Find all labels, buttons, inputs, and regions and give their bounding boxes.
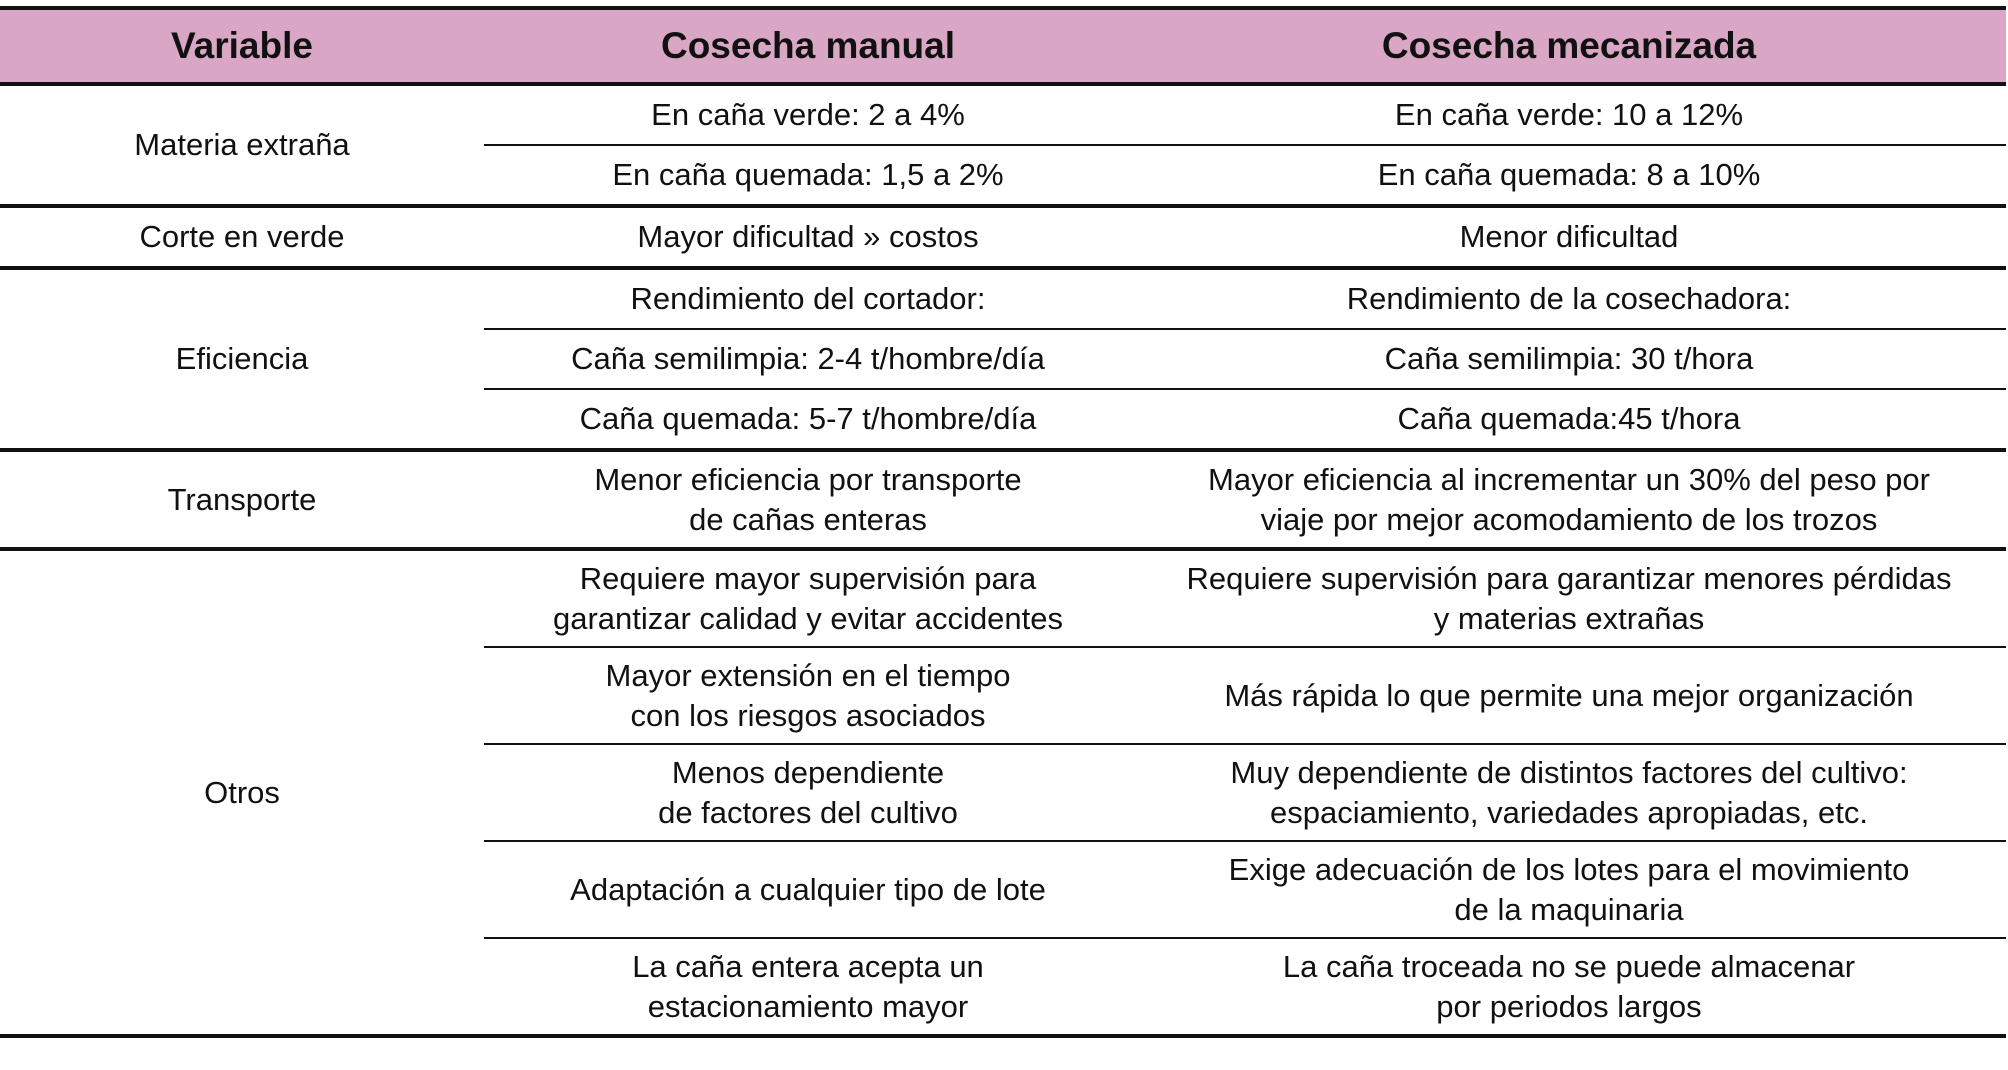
cell-line: de la maquinaria [1454, 891, 1684, 927]
variable-cell: Corte en verde [0, 206, 484, 268]
manual-cell [484, 744, 1132, 841]
table-row [0, 268, 2006, 329]
header-row [0, 8, 2006, 84]
table-row [0, 549, 2006, 647]
cell-line: La caña troceada no se puede almacenar [1282, 948, 1856, 984]
variable-cell: Otros [0, 549, 484, 1036]
cell-line: Mayor dificultad » costos [637, 219, 979, 254]
mecanizada-cell [1132, 84, 2006, 145]
cell-line: con los riesgos asociados [630, 697, 986, 733]
cell-line: Rendimiento de la cosechadora: [1346, 281, 1792, 316]
header-variable: Variable [0, 8, 484, 84]
manual-cell [484, 329, 1132, 389]
cell-line: Exige adecuación de los lotes para el movimiento [1228, 851, 1910, 887]
mecanizada-cell [1132, 549, 2006, 647]
variable-cell: Materia extraña [0, 84, 484, 206]
cell-line: Mayor extensión en el tiempo [605, 657, 1011, 693]
cell-line: de cañas enteras [689, 501, 927, 537]
mecanizada-cell [1132, 145, 2006, 206]
cell-line: por periodos largos [1436, 988, 1702, 1024]
header-manual: Cosecha manual [484, 8, 1132, 84]
comparison-table-container [0, 6, 2006, 1038]
cell-line: y materias extrañas [1433, 600, 1705, 636]
cell-line: Caña quemada: 5-7 t/hombre/día [579, 401, 1037, 436]
manual-cell [484, 389, 1132, 450]
cell-line: En caña quemada: 8 a 10% [1377, 157, 1761, 192]
cell-line: Caña quemada:45 t/hora [1397, 401, 1741, 436]
table-row [0, 450, 2006, 549]
table-row [0, 206, 2006, 268]
manual-cell [484, 206, 1132, 268]
manual-cell [484, 549, 1132, 647]
manual-cell [484, 647, 1132, 744]
cell-line: Requiere supervisión para garantizar menores pérdidas [1186, 560, 1952, 596]
cell-line: Muy dependiente de distintos factores del cultivo: [1230, 754, 1908, 790]
cell-line: Rendimiento del cortador: [630, 281, 986, 316]
cell-line: La caña entera acepta un [632, 948, 984, 984]
cell-line: de factores del cultivo [658, 794, 958, 830]
cell-line: Menor dificultad [1459, 219, 1679, 254]
variable-cell: Eficiencia [0, 268, 484, 450]
cell-line: Menos dependiente [671, 754, 945, 790]
harvest-comparison-table [0, 6, 2006, 1038]
mecanizada-cell [1132, 647, 2006, 744]
cell-line: espaciamiento, variedades apropiadas, etc. [1270, 794, 1868, 830]
manual-cell [484, 84, 1132, 145]
mecanizada-cell [1132, 389, 2006, 450]
mecanizada-cell [1132, 938, 2006, 1036]
cell-line: En caña verde: 10 a 12% [1394, 97, 1744, 132]
manual-cell [484, 450, 1132, 549]
mecanizada-cell [1132, 450, 2006, 549]
manual-cell [484, 841, 1132, 938]
manual-cell [484, 268, 1132, 329]
header-mecanizada: Cosecha mecanizada [1132, 8, 2006, 84]
mecanizada-cell [1132, 206, 2006, 268]
mecanizada-cell [1132, 744, 2006, 841]
manual-cell [484, 938, 1132, 1036]
cell-line: garantizar calidad y evitar accidentes [552, 600, 1064, 636]
cell-line: Mayor eficiencia al incrementar un 30% del peso por [1208, 461, 1930, 497]
cell-line: En caña quemada: 1,5 a 2% [612, 157, 1004, 192]
cell-line: Caña semilimpia: 2-4 t/hombre/día [571, 341, 1045, 376]
cell-line: Adaptación a cualquier tipo de lote [570, 871, 1046, 907]
table-row [0, 84, 2006, 145]
mecanizada-cell [1132, 841, 2006, 938]
cell-line: Menor eficiencia por transporte [594, 461, 1022, 497]
mecanizada-cell [1132, 268, 2006, 329]
manual-cell [484, 145, 1132, 206]
cell-line: viaje por mejor acomodamiento de los trozos [1260, 501, 1878, 537]
cell-line: En caña verde: 2 a 4% [651, 97, 965, 132]
cell-line: Más rápida lo que permite una mejor organización [1224, 677, 1914, 713]
cell-line: estacionamiento mayor [647, 988, 969, 1024]
variable-cell: Transporte [0, 450, 484, 549]
cell-line: Requiere mayor supervisión para [579, 560, 1037, 596]
cell-line: Caña semilimpia: 30 t/hora [1384, 341, 1754, 376]
mecanizada-cell [1132, 329, 2006, 389]
